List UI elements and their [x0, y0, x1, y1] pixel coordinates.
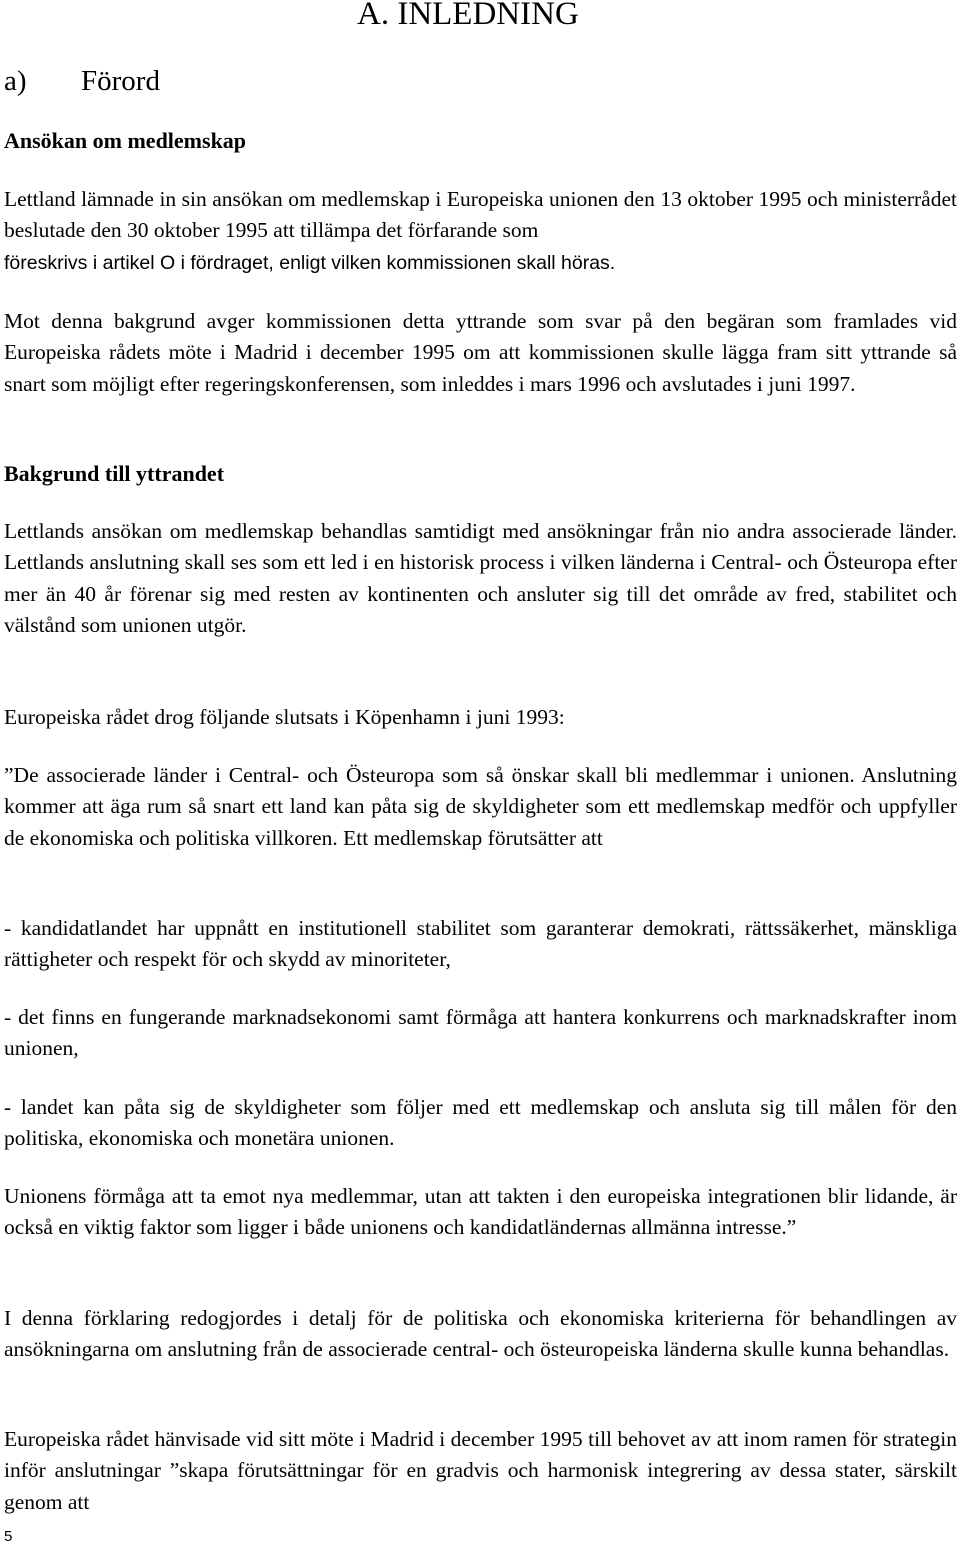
chapter-title: A. INLEDNING: [357, 0, 579, 32]
quote-union-capacity: Unionens förmåga att ta emot nya medlemmar, utan att takten i den europeiska integrationen blir lidande, är också en viktig faktor som ligger i både unionens och kandidatländernas allmänna intresse.”: [4, 1184, 957, 1240]
quote-copenhagen-conclusion: ”De associerade länder i Central- och Östeuropa som så önskar skall bli medlemmar i unionen. Anslutning kommer att äga rum så snart ett land kan påta sig de skyldigheter som ett medlemskap medför och uppfyller de ekonomiska och politiska villkoren. Ett medlemskap förutsätter att: [4, 763, 957, 850]
paragraph-latvia-accession: Lettlands ansökan om medlemskap behandlas samtidigt med ansökningar från nio andra associerade länder. Lettlands anslutning skall ses som ett led i en historisk process i vilken länderna i Central- och Östeuropa efter mer än 40 år förenar sig med resten av kontinenten och ansluter sig till det område av fred, stabilitet och välstånd som unionen utgör.: [4, 519, 957, 637]
paragraph-declaration: I denna förklaring redogjordes i detalj för de politiska och ekonomiska kriterierna för behandlingen av ansökningarna om anslutning från de associerade central- och östeuropeiska länderna skulle kunna behandlas.: [4, 1306, 957, 1362]
criterion-economic: - det finns en fungerande marknadsekonomi samt förmåga att hantera konkurrens och marknadskrafter inom unionen,: [4, 1005, 957, 1061]
criterion-obligations: - landet kan påta sig de skyldigheter som följer med ett medlemskap och ansluta sig till målen för den politiska, ekonomiska och monetära unionen.: [4, 1095, 957, 1151]
section-heading: [4, 62, 160, 100]
subheading-application: Ansökan om medlemskap: [4, 128, 247, 153]
subheading-background: Bakgrund till yttrandet: [4, 461, 225, 486]
paragraph-application: Lettland lämnade in sin ansökan om medlemskap i Europeiska unionen den 13 oktober 1995 och ministerrådet beslutade den 30 oktober 1995 att tillämpa det förfarande som: [4, 187, 957, 243]
page-number: 5: [4, 1528, 13, 1545]
paragraph-background-opinion: Mot denna bakgrund avger kommissionen detta yttrande som svar på den begäran som framlades vid Europeiska rådets möte i Madrid i december 1995 om att kommissionen skulle lägga fram sitt yttrande så snart som möjligt efter regeringskonferensen, som inleddes i mars 1996 och avslutades i juni 1997.: [4, 309, 957, 396]
paragraph-application-article: föreskrivs i artikel O i fördraget, enligt vilken kommissionen skall höras.: [4, 252, 616, 274]
section-number: a): [4, 65, 27, 97]
criterion-political: - kandidatlandet har uppnått en institutionell stabilitet som garanterar demokrati, rättssäkerhet, mänskliga rättigheter och respekt för och skydd av minoriteter,: [4, 916, 957, 972]
section-title: Förord: [81, 65, 160, 97]
paragraph-copenhagen: Europeiska rådet drog följande slutsats i Köpenhamn i juni 1993:: [4, 705, 565, 729]
paragraph-madrid-strategy: Europeiska rådet hänvisade vid sitt möte i Madrid i december 1995 till behovet av att inom ramen för strategin inför anslutningar ”skapa förutsättningar för en gradvis och harmonisk integrering av dessa stater, särskilt genom att: [4, 1427, 957, 1514]
